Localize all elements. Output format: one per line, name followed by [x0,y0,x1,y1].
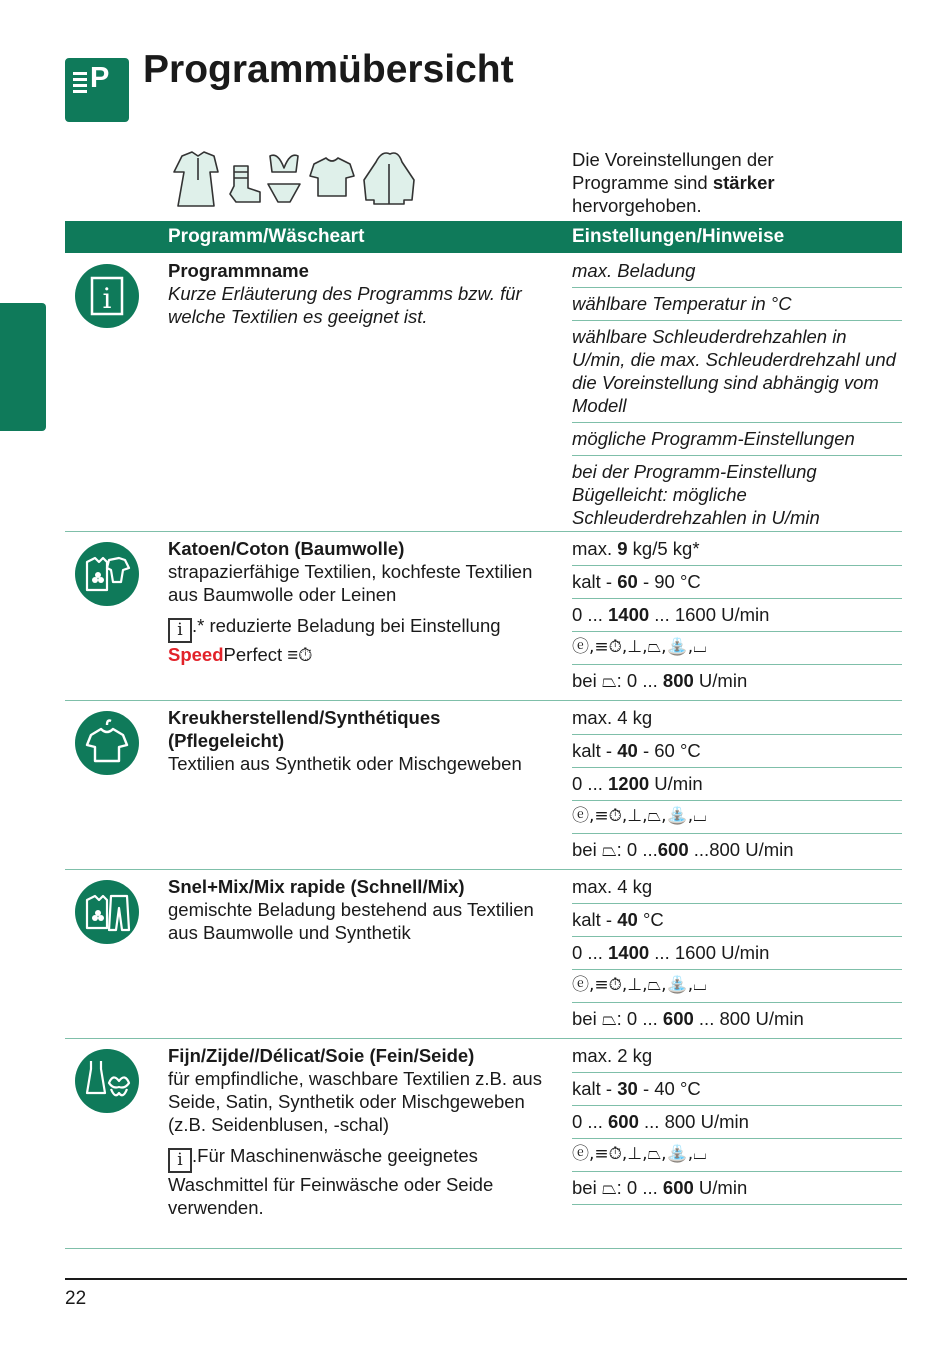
program-desc: für empfindliche, waschbare Textilien z.B. aus Seide, Satin, Synthetik oder Mischgeweben (z.B. Seidenblusen, -schal) [168,1068,542,1135]
setting-symbols: ⓔ,≡⏱,⊥,⏢,⛲,⌴ [572,632,902,665]
legend-name: Programmname [168,260,309,281]
program-desc: gemischte Beladung bestehend aus Textilien aus Baumwolle und Synthetik [168,899,534,943]
settings-synthetic [572,702,902,866]
program-mix [168,875,553,944]
setting-symbols: ⓔ,≡⏱,⊥,⏢,⛲,⌴ [572,1139,902,1172]
program-name: Fijn/Zijde//Délicat/Soie (Fein/Seide) [168,1045,475,1066]
program-name: Snel+Mix/Mix rapide (Schnell/Mix) [168,876,465,897]
page-title: Programmübersicht [143,48,514,91]
lines-icon [73,72,87,96]
setting-load: max. 4 kg [572,702,902,735]
legend-setting: wählbare Temperatur in °C [572,288,902,321]
program-note: i .* reduzierte Beladung bei Einstellung SpeedPerfect ≡⏱ [168,615,501,665]
settings-delicate [572,1040,902,1205]
info-icon [75,264,139,328]
header-settings: Einstellungen/Hinweise [572,226,785,247]
row-separator [65,869,902,870]
svg-text:i: i [102,282,112,315]
sock-icon [230,166,260,202]
badge-letter: P [90,62,110,94]
program-name: Katoen/Coton (Baumwolle) [168,538,405,559]
setting-temp: kalt - 40 - 60 °C [572,735,902,768]
setting-load: max. 9 kg/5 kg* [572,533,902,566]
setting-iron: bei ⏢: 0 ... 800 U/min [572,670,748,691]
setting-spin: 0 ... 1200 U/min [572,768,902,801]
dress-icon [174,152,218,206]
page-number: 22 [65,1288,87,1309]
laundry-icons [168,150,423,212]
cotton-icon [75,542,139,606]
program-desc: strapazierfähige Textilien, kochfeste Textilien aus Baumwolle oder Leinen [168,561,533,605]
jacket-icon [364,153,414,204]
setting-load: max. 2 kg [572,1040,902,1073]
setting-symbols: ⓔ,≡⏱,⊥,⏢,⛲,⌴ [572,970,902,1003]
header-program: Programm/Wäscheart [168,226,365,247]
setting-temp: kalt - 40 °C [572,904,902,937]
setting-temp: kalt - 30 - 40 °C [572,1073,902,1106]
setting-symbols: ⓔ,≡⏱,⊥,⏢,⛲,⌴ [572,801,902,834]
setting-load: max. 4 kg [572,871,902,904]
mix-icon [75,880,139,944]
legend-setting: bei der Programm-Einstellung Bügelleicht: mögliche Schleuderdrehzahlen in U/min [572,461,820,528]
legend-setting: max. Beladung [572,255,902,288]
program-note: i .Für Maschinenwäsche geeignetes Waschmittel für Feinwäsche oder Seide verwenden. [168,1145,494,1218]
shirt-icon [310,158,354,196]
program-delicate [168,1044,553,1219]
legend-program [168,259,553,328]
row-separator [65,700,902,701]
program-desc: Textilien aus Synthetik oder Mischgeweben [168,753,522,774]
intro-text: Die Voreinstellungen der Programme sind stärker hervorgehoben. [572,149,775,216]
settings-cotton [572,533,902,697]
setting-spin: 0 ... 1400 ... 1600 U/min [572,599,902,632]
row-separator [65,1248,902,1249]
footer-rule [65,1278,907,1280]
setting-spin: 0 ... 600 ... 800 U/min [572,1106,902,1139]
program-name: Kreukherstellend/Synthétiques (Pflegeleicht) [168,707,441,751]
setting-spin: 0 ... 1400 ... 1600 U/min [572,937,902,970]
legend-settings [572,255,902,534]
section-badge [65,58,129,122]
row-separator [65,531,902,532]
setting-iron: bei ⏢: 0 ...600 ...800 U/min [572,839,794,860]
setting-temp: kalt - 60 - 90 °C [572,566,902,599]
program-cotton [168,537,553,666]
side-tab [0,303,46,431]
legend-setting: wählbare Schleuderdrehzahlen in U/min, die max. Schleuderdrehzahl und die Voreinstellung sind abhängig vom Modell [572,321,902,423]
program-synthetic [168,706,553,775]
delicate-icon [75,1049,139,1113]
lingerie-icon [268,155,300,202]
setting-iron: bei ⏢: 0 ... 600 U/min [572,1172,902,1205]
synthetic-icon [75,711,139,775]
legend-desc: Kurze Erläuterung des Programms bzw. für welche Textilien es geeignet ist. [168,283,522,327]
row-separator [65,1038,902,1039]
settings-mix [572,871,902,1035]
table-header [65,221,902,253]
info-icon: i [168,1148,192,1173]
legend-setting: mögliche Programm-Einstellungen [572,423,902,456]
setting-iron: bei ⏢: 0 ... 600 ... 800 U/min [572,1008,804,1029]
info-icon: i [168,618,192,643]
